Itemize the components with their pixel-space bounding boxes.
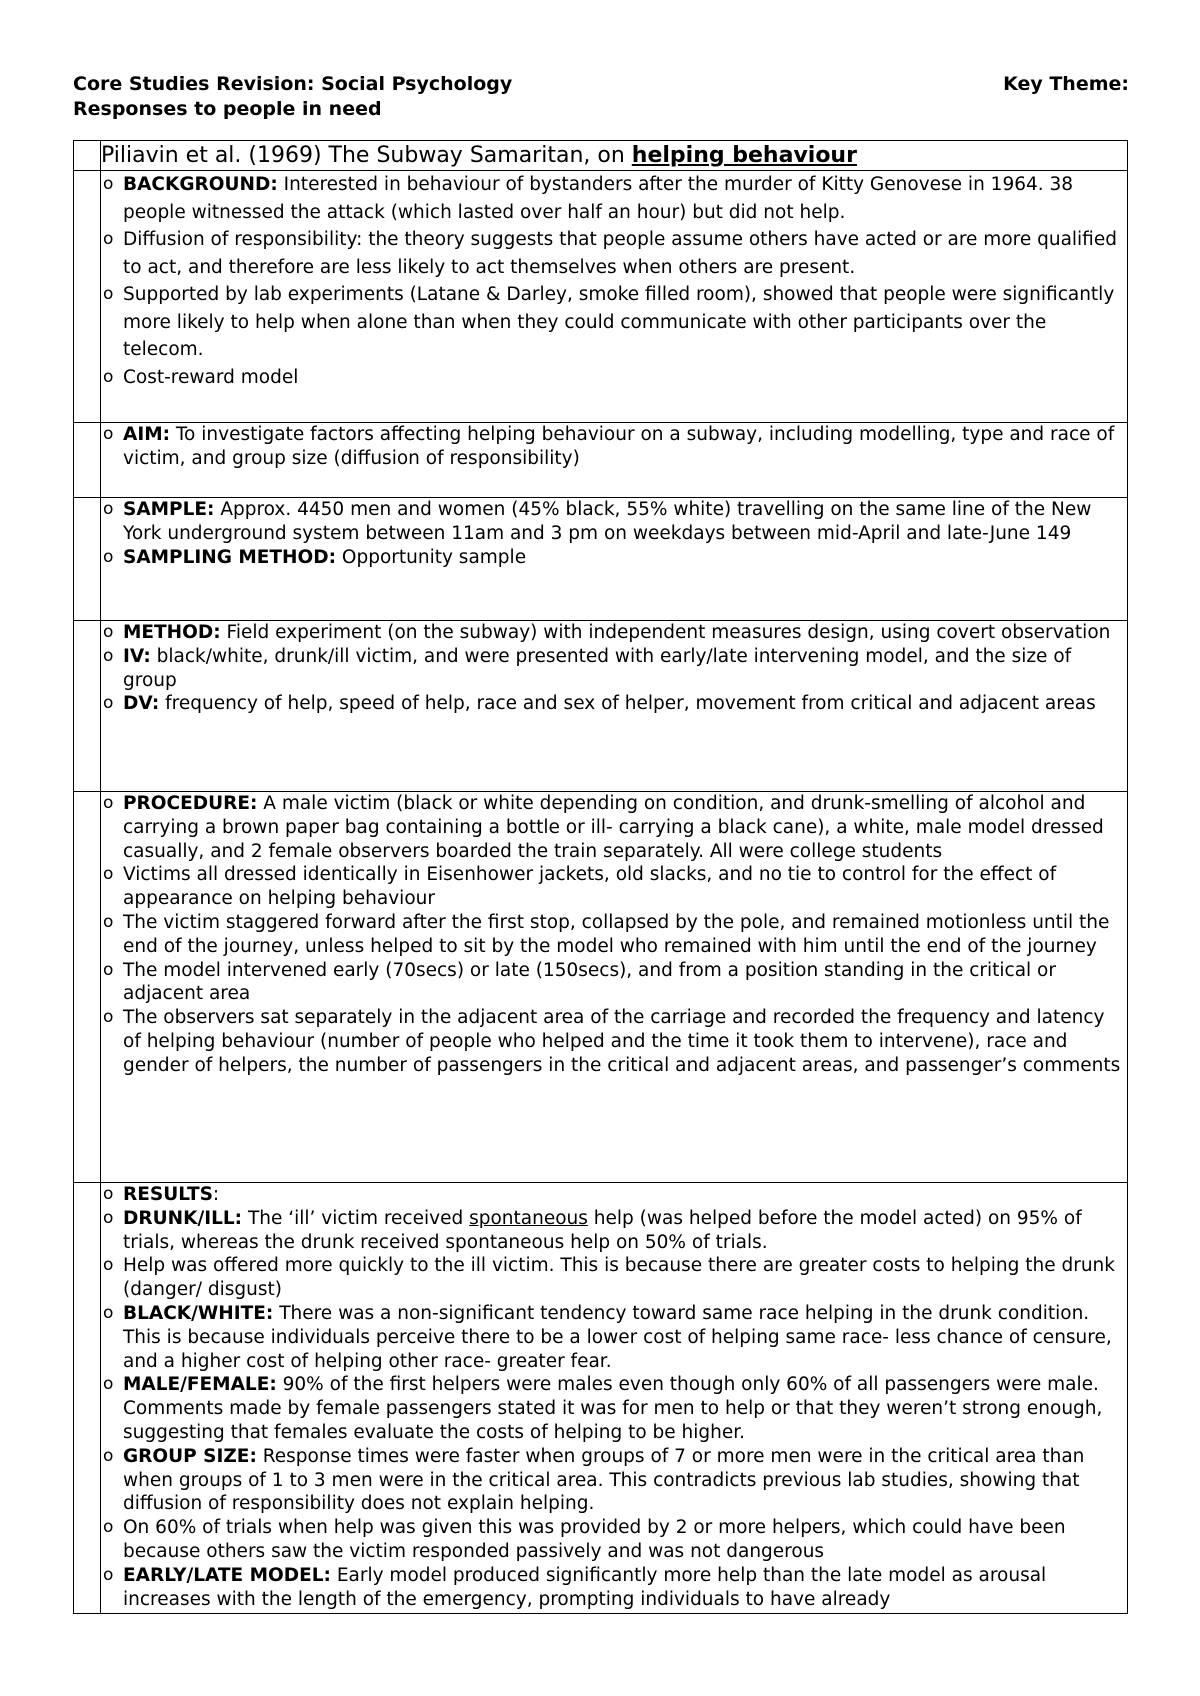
item-text: Response times were faster when groups of 7 or more men were in the critical area than when groups of 1 to 3 men were in the critical area. This contradicts previous lab studies, showing that diffusion of responsibility does not explain helping. (123, 1445, 1085, 1515)
list-item (101, 621, 1127, 645)
item-label: SAMPLE: (123, 499, 215, 520)
side-cell (74, 141, 101, 171)
item-text: Approx. 4450 men and women (45% black, 55% white) travelling on the same line of the New York underground system between 11am and 3 pm on weekdays between mid-April and late-June 149 (123, 499, 1092, 544)
study-title-text: Piliavin et al. (1969) The Subway Samaritan, on (101, 143, 632, 168)
list-item (101, 1564, 1127, 1612)
aim-cell (101, 423, 1128, 498)
side-cell (74, 171, 101, 423)
title-row (74, 141, 1128, 171)
list-item (101, 1254, 1127, 1302)
item-text: The victim staggered forward after the first stop, collapsed by the pole, and remained motionless until the end of the journey, unless helped to sit by the model who remained with him until the end of the journey (123, 911, 1110, 957)
list-item (101, 281, 1127, 364)
item-label: DRUNK/ILL: (123, 1207, 243, 1229)
list-item (101, 1207, 1127, 1255)
background-row (74, 171, 1128, 423)
side-cell (74, 1183, 101, 1614)
study-title-emphasis: helping behaviour (631, 143, 857, 168)
item-text: Help was offered more quickly to the ill victim. This is because there are greater costs to helping the drunk (danger/ disgust) (123, 1255, 1115, 1301)
procedure-row (74, 792, 1128, 1183)
item-text: A male victim (black or white depending on condition, and drunk-smelling of alcohol and carrying a brown paper bag containing a bottle or ill- carrying a black cane), a white, male model dressed casually, and 2 female observers boarded the train separately. All were college students (123, 793, 1104, 862)
list-item (101, 1516, 1127, 1564)
results-heading: RESULTS (123, 1184, 213, 1205)
list-item (101, 546, 1127, 570)
aim-list (101, 423, 1127, 471)
list-item (101, 498, 1127, 546)
item-text: Victims all dressed identically in Eisenhower jackets, old slacks, and no tie to control for the effect of appearance on helping behaviour (123, 864, 1057, 910)
list-item (101, 226, 1127, 281)
results-cell (101, 1183, 1128, 1614)
item-label: METHOD: (123, 622, 221, 643)
results-heading-colon: : (212, 1184, 220, 1205)
list-item (101, 863, 1127, 911)
item-label: AIM: (123, 424, 171, 445)
item-text: The model intervened early (70secs) or late (150secs), and from a position standing in the critical or adjacent area (123, 959, 1056, 1005)
revision-table (73, 140, 1128, 1614)
procedure-list (101, 792, 1127, 1078)
list-item (101, 171, 1127, 226)
side-cell (74, 498, 101, 621)
side-cell (74, 792, 101, 1183)
item-label: BACKGROUND: (123, 174, 278, 195)
item-text: Diffusion of responsibility: the theory suggests that people assume others have acted or are more qualified to act, and therefore are less likely to act themselves when others are present. (123, 229, 1117, 278)
study-title (101, 141, 1127, 170)
list-item (101, 692, 1127, 716)
side-cell (74, 621, 101, 792)
procedure-cell (101, 792, 1128, 1183)
item-text: help (was helped before the model acted) on 95% of trials, whereas the drunk received spontaneous help on 50% of trials. (123, 1207, 1082, 1253)
item-text: Field experiment (on the subway) with independent measures design, using covert observation (220, 622, 1111, 643)
key-theme-label: Key Theme: (1003, 73, 1129, 95)
method-cell (101, 621, 1128, 792)
list-item (101, 792, 1127, 863)
method-list (101, 621, 1127, 716)
item-label: MALE/FEMALE: (123, 1374, 277, 1396)
sample-list (101, 498, 1127, 569)
item-text: frequency of help, speed of help, race and sex of helper, movement from critical and adjacent areas (159, 693, 1096, 715)
item-label: GROUP SIZE: (123, 1445, 257, 1467)
list-item (101, 1373, 1127, 1444)
list-item (101, 1006, 1127, 1077)
item-label: SAMPLING METHOD: (123, 546, 337, 568)
item-label: IV: (123, 645, 151, 667)
item-text: There was a non-significant tendency toward same race helping in the drunk condition. This is because individuals perceive there to be a lower cost of helping same race- less chance of censure, and a higher cost of helping other race- greater fear. (123, 1302, 1112, 1372)
item-text: Cost-reward model (123, 366, 299, 388)
item-text: Interested in behaviour of bystanders after the murder of Kitty Genovese in 1964. 38 people witnessed the attack (which lasted over half an hour) but did not help. (123, 174, 1074, 223)
item-label: EARLY/LATE MODEL: (123, 1564, 331, 1586)
list-item (101, 1302, 1127, 1373)
header-title: Core Studies Revision: Social Psychology (73, 73, 513, 95)
underlined-term: spontaneous (469, 1207, 588, 1229)
item-text: To investigate factors affecting helping behaviour on a subway, including modelling, type and race of victim, and group size (diffusion of responsibility) (123, 424, 1115, 469)
list-item (101, 959, 1127, 1007)
background-cell (101, 171, 1128, 423)
list-item (101, 645, 1127, 693)
list-item (101, 423, 1127, 471)
item-label: BLACK/WHITE: (123, 1302, 274, 1324)
item-text: Opportunity sample (336, 546, 527, 568)
list-item (101, 1183, 1127, 1207)
side-cell (74, 423, 101, 498)
list-item (101, 911, 1127, 959)
item-label: DV: (123, 693, 160, 715)
method-row (74, 621, 1128, 792)
item-text: Supported by lab experiments (Latane & Darley, smoke filled room), showed that people were significantly more likely to help when alone than when they could communicate with other participants over the telecom. (123, 284, 1115, 360)
sample-cell (101, 498, 1128, 621)
item-label: PROCEDURE: (123, 793, 258, 814)
item-text: 90% of the first helpers were males even though only 60% of all passengers were male. Comments made by female passengers stated it was for men to help or that they weren’t strong enough, suggesting that females evaluate the costs of helping to be higher. (123, 1374, 1103, 1443)
list-item (101, 364, 1127, 392)
item-text: Early model produced significantly more help than the late model as arousal increases with the length of the emergency, prompting individuals to have already (123, 1564, 1047, 1610)
results-list (101, 1183, 1127, 1611)
header-subtitle: Responses to people in need (73, 98, 382, 120)
item-text: On 60% of trials when help was given this was provided by 2 or more helpers, which could have been because others saw the victim responded passively and was not dangerous (123, 1517, 1066, 1562)
sample-row (74, 498, 1128, 621)
results-row (74, 1183, 1128, 1614)
list-item (101, 1445, 1127, 1516)
aim-row (74, 423, 1128, 498)
title-cell (101, 141, 1128, 171)
item-text: black/white, drunk/ill victim, and were presented with early/late intervening model, and the size of group (123, 645, 1072, 691)
item-text: The observers sat separately in the adjacent area of the carriage and recorded the frequency and latency of helping behaviour (number of people who helped and the time it took them to intervene), race and gender of helpers, the number of passengers in the critical and adjacent areas, and passenger’s comments (123, 1007, 1121, 1076)
background-list (101, 171, 1127, 391)
item-text: The ‘ill’ victim received (242, 1207, 470, 1229)
